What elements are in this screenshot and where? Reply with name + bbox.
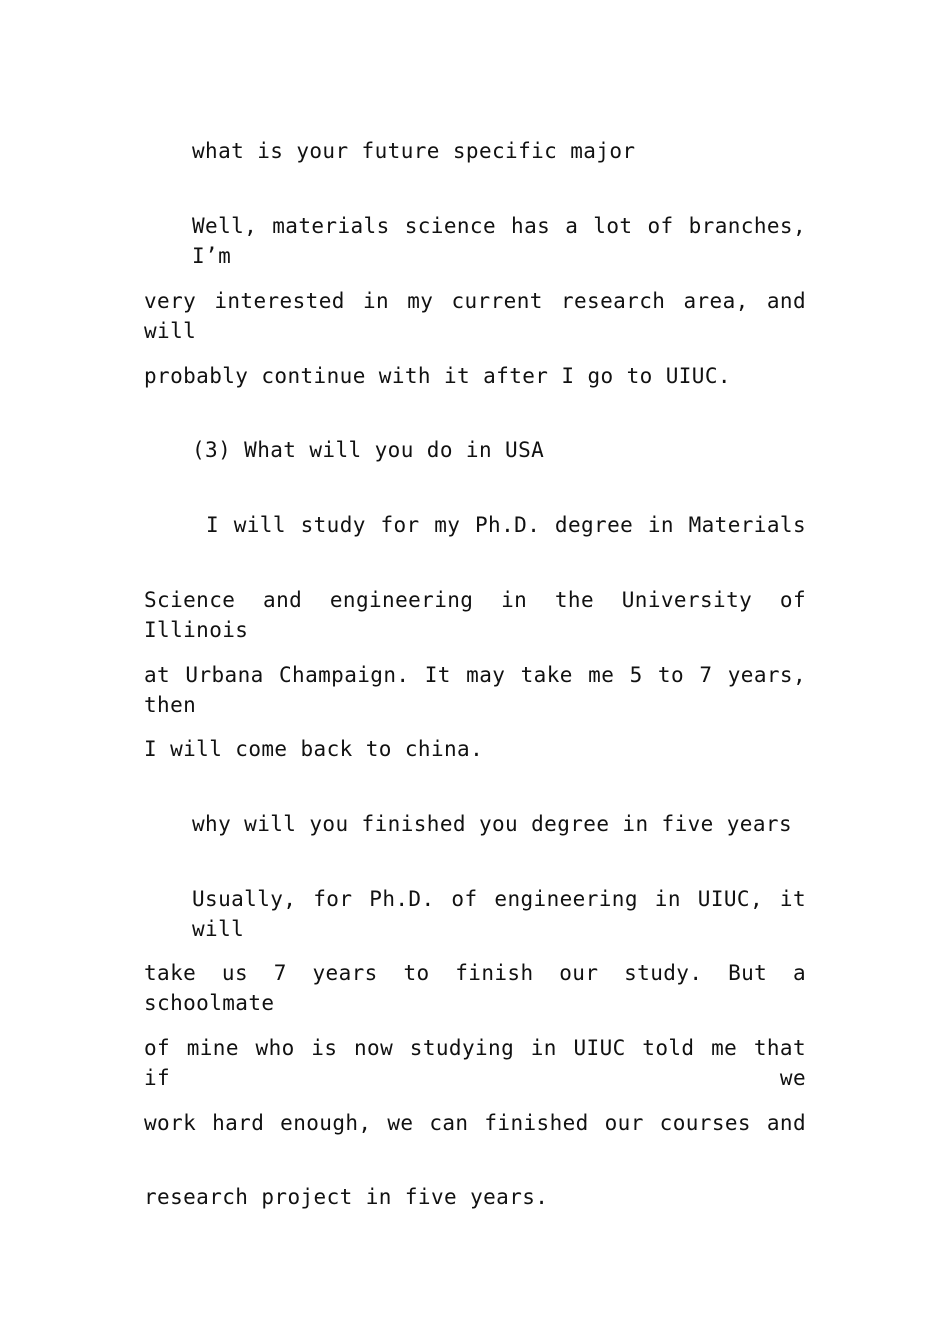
question-future-major: what is your future specific major — [192, 139, 636, 163]
answer-line: Usually, for Ph.D. of engineering in UIUC, it will — [192, 887, 806, 941]
answer-line: of mine who is now studying in UIUC told me that if we — [144, 1036, 806, 1090]
question-five-years: why will you finished you degree in five years — [192, 812, 792, 836]
answer-line: take us 7 years to finish our study. But a schoolmate — [144, 961, 806, 1015]
answer-line: work hard enough, we can finished our courses and — [144, 1111, 806, 1135]
answer-line: very interested in my current research area, and will — [144, 289, 806, 343]
answer-line: Well, materials science has a lot of branches, I’m — [192, 214, 806, 268]
answer-line: I will come back to china. — [144, 737, 484, 761]
answer-line: at Urbana Champaign. It may take me 5 to 7 years, then — [144, 663, 806, 717]
answer-line: research project in five years. — [144, 1185, 549, 1209]
answer-line: I will study for my Ph.D. degree in Materials — [206, 513, 806, 537]
question-what-in-usa: (3) What will you do in USA — [192, 438, 545, 462]
answer-line: Science and engineering in the University of Illinois — [144, 588, 806, 642]
answer-line: probably continue with it after I go to UIUC. — [144, 364, 731, 388]
